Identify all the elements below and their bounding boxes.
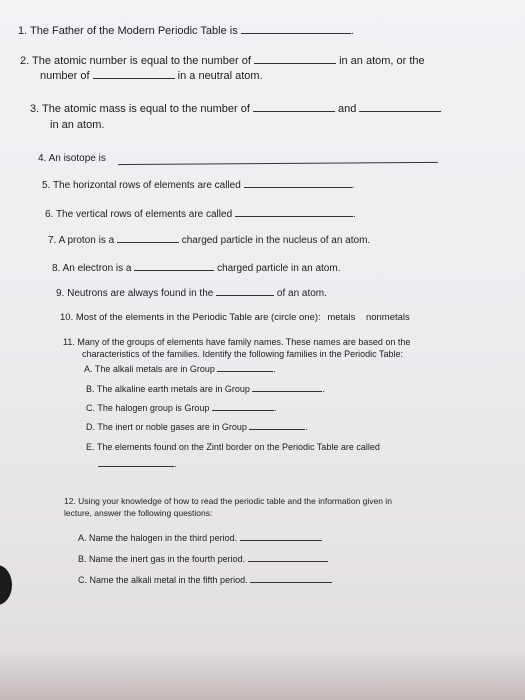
answer-blank-6[interactable] bbox=[235, 207, 353, 217]
question-5 bbox=[42, 178, 354, 192]
question-3-line2 bbox=[50, 118, 104, 132]
question-12-text-2: lecture, answer the following questions: bbox=[64, 508, 213, 518]
question-12-line2 bbox=[64, 507, 212, 519]
question-1 bbox=[18, 24, 354, 38]
question-11c bbox=[86, 401, 276, 414]
bottom-shadow bbox=[0, 650, 525, 700]
answer-blank-2b[interactable] bbox=[93, 69, 175, 79]
question-11-text-2: characteristics of the families. Identify the following families in the Periodic Table: bbox=[82, 349, 403, 359]
question-12a-text: A. Name the halogen in the third period. bbox=[78, 533, 238, 543]
question-6 bbox=[45, 207, 356, 221]
answer-blank-12a[interactable] bbox=[240, 531, 322, 541]
question-3-line1 bbox=[30, 102, 441, 116]
period: . bbox=[350, 25, 354, 37]
question-9-rest: of an atom. bbox=[276, 288, 327, 299]
question-2-text: 2. The atomic number is equal to the number of bbox=[20, 55, 251, 67]
question-3-text: 3. The atomic mass is equal to the number of bbox=[30, 103, 250, 115]
answer-blank-3b[interactable] bbox=[359, 102, 441, 112]
option-metals[interactable]: metals bbox=[327, 312, 356, 323]
answer-blank-11a[interactable] bbox=[217, 362, 273, 372]
period: . bbox=[351, 180, 355, 191]
question-12b bbox=[78, 552, 328, 565]
answer-blank-7[interactable] bbox=[117, 233, 179, 243]
period: . bbox=[273, 403, 277, 413]
question-8-text: 8. An electron is a bbox=[52, 263, 132, 274]
question-10-text: 10. Most of the elements in the Periodic Table are (circle one): bbox=[60, 312, 321, 323]
period: . bbox=[322, 384, 325, 394]
question-11e-answer bbox=[98, 457, 177, 470]
question-2-text-2: number of bbox=[40, 70, 90, 82]
question-7-rest: charged particle in the nucleus of an atom. bbox=[181, 235, 371, 246]
question-2-line1 bbox=[20, 54, 425, 68]
question-4 bbox=[38, 152, 106, 165]
question-11c-text: C. The halogen group is Group bbox=[86, 403, 210, 413]
question-11d-text: D. The inert or noble gases are in Group bbox=[86, 422, 247, 432]
question-8-rest: charged particle in an atom. bbox=[217, 263, 341, 274]
period: . bbox=[352, 209, 356, 220]
question-2-line2 bbox=[40, 69, 263, 83]
answer-blank-11e[interactable] bbox=[98, 457, 174, 467]
question-11-line1 bbox=[63, 336, 410, 348]
question-6-text: 6. The vertical rows of elements are called bbox=[45, 209, 233, 220]
answer-blank-5[interactable] bbox=[244, 178, 352, 188]
question-11b-text: B. The alkaline earth metals are in Group bbox=[86, 384, 250, 394]
question-8 bbox=[52, 261, 340, 275]
answer-blank-8[interactable] bbox=[134, 261, 214, 271]
question-11a-text: A. The alkali metals are in Group bbox=[84, 364, 215, 374]
question-3-text-2: in an atom. bbox=[50, 119, 105, 131]
period: . bbox=[305, 422, 308, 432]
question-12c bbox=[78, 573, 332, 586]
answer-blank-1[interactable] bbox=[241, 24, 351, 34]
answer-blank-4[interactable] bbox=[118, 162, 438, 165]
answer-blank-3a[interactable] bbox=[253, 102, 335, 112]
answer-blank-12c[interactable] bbox=[250, 573, 332, 583]
question-9 bbox=[56, 286, 327, 300]
question-12a bbox=[78, 531, 322, 544]
question-11-text: 11. Many of the groups of elements have family names. These names are based on the bbox=[63, 337, 411, 347]
question-7-text: 7. A proton is a bbox=[48, 235, 115, 246]
question-12-text: 12. Using your knowledge of how to read the periodic table and the information given in bbox=[64, 496, 392, 506]
answer-blank-11c[interactable] bbox=[212, 401, 274, 411]
question-4-text: 4. An isotope is bbox=[38, 153, 106, 164]
question-11a bbox=[84, 362, 276, 375]
question-1-text: 1. The Father of the Modern Periodic Table is bbox=[18, 25, 238, 37]
answer-blank-11d[interactable] bbox=[249, 420, 305, 430]
question-11b bbox=[86, 382, 325, 395]
question-2-end-text: in a neutral atom. bbox=[177, 70, 263, 82]
question-7 bbox=[48, 233, 370, 247]
question-11e-text: E. The elements found on the Zintl border on the Periodic Table are called bbox=[86, 442, 380, 452]
question-12c-text: C. Name the alkali metal in the fifth period. bbox=[78, 575, 248, 585]
answer-blank-2a[interactable] bbox=[254, 54, 336, 64]
period: . bbox=[174, 459, 177, 469]
answer-blank-11b[interactable] bbox=[252, 382, 322, 392]
question-11-line2 bbox=[82, 348, 403, 360]
question-10 bbox=[60, 311, 410, 324]
question-5-text: 5. The horizontal rows of elements are called bbox=[42, 180, 241, 191]
question-12-line1 bbox=[64, 495, 392, 507]
question-3-and: and bbox=[338, 103, 357, 115]
option-nonmetals[interactable]: nonmetals bbox=[365, 312, 410, 323]
question-11e bbox=[86, 441, 380, 453]
question-11d bbox=[86, 420, 308, 433]
question-2-mid-text: in an atom, or the bbox=[339, 55, 425, 67]
answer-blank-9[interactable] bbox=[216, 286, 274, 296]
question-12b-text: B. Name the inert gas in the fourth period. bbox=[78, 554, 246, 564]
question-9-text: 9. Neutrons are always found in the bbox=[56, 288, 214, 299]
answer-blank-12b[interactable] bbox=[248, 552, 328, 562]
period: . bbox=[273, 364, 276, 374]
